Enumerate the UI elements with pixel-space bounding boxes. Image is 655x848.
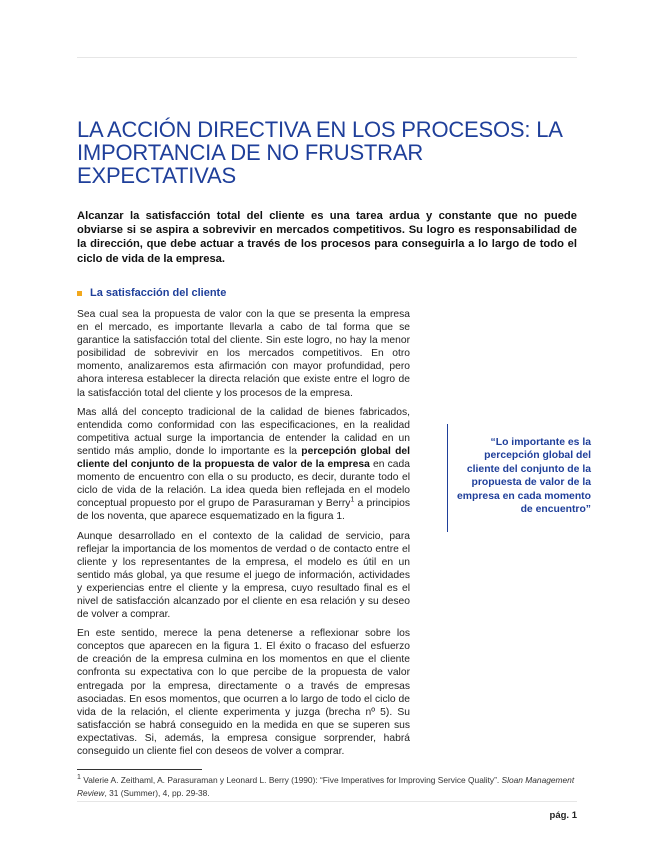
section-heading-label: La satisfacción del cliente [90,287,227,299]
paragraph-2-part-c: a principios de los noventa, que aparece esquematizado en la figura 1. [77,498,410,523]
page-number: pág. 1 [549,810,577,821]
top-rule [77,57,577,58]
body-text [77,308,410,764]
paragraph-2-part-b: en cada momento de encuentro con ella o su producto, es decir, durante todo el ciclo de vida de la relación. La idea queda bien reflejada en el modelo conceptual propuesto por el grupo de Parasuraman y Berry [77,459,410,510]
paragraph-4: En este sentido, merece la pena detenerse a reflexionar sobre los conceptos que aparecen en la figura 1. El éxito o fracaso del esfuerzo de creación de la empresa culmina en los momentos en que el cliente confronta su expectativa con lo que percibe de la propuesta de valor entregada por la empresa, directamente o a través de empresas asociadas. En esos momentos, que ocurren a lo largo de todo el ciclo de vida de la relación, el cliente experimenta y juzga (brecha nº 5). Su satisfacción se habrá conseguido en la medida en que se superen sus expectativas. Si, además, la empresa consigue sorprender, habrá conseguido un cliente fiel con deseos de volver a comprar. [77,628,410,757]
pull-quote: “Lo importante es la percepción global del cliente del conjunto de la propuesta de valor de la empresa en cada momento de encuentro” [457,437,591,516]
bottom-rule [77,801,577,802]
section-heading [77,287,226,299]
page-title: LA ACCIÓN DIRECTIVA EN LOS PROCESOS: LA IMPORTANCIA DE NO FRUSTRAR EXPECTATIVAS [77,117,562,188]
paragraph-2-emphasis: percepción global del cliente del conjunto de la propuesta de valor de la empresa [77,445,410,471]
footnote-reference[interactable]: 1 [350,496,355,504]
paragraph-2 [77,406,410,524]
pull-quote-bar [447,424,448,532]
footnote-marker: 1 [77,774,81,782]
paragraph-3: Aunque desarrollado en el contexto de la calidad de servicio, para reflejar la importancia de los momentos de verdad o de contacto entre el cliente y los representantes de la empresa, el modelo es útil en un sentido más global, ya que resume el juego de información, actividades y experiencias entre el cliente y la empresa, cuyo resultado final es el nivel de satisfacción alcanzado por el cliente en esa relación y su deseo de volver a comprar. [77,530,410,621]
footnote-separator [77,769,202,770]
bullet-square-icon [77,291,82,296]
footnote-text-a: Valerie A. Zeithaml, A. Parasuraman y Leonard L. Berry (1990): “Five Imperatives for Improving Service Quality”. [80,775,502,785]
footnote-journal: Sloan Management Review [77,775,575,798]
footnote-text-b: , 31 (Summer), 4, pp. 29-38. [104,787,210,798]
lead-paragraph: Alcanzar la satisfacción total del cliente es una tarea ardua y constante que no puede obviarse si se aspira a sobrevivir en mercados competitivos. Su logro es responsabilidad de la dirección, que debe actuar a través de los procesos para conseguirla a lo largo de todo el ciclo de vida de la empresa. [77,210,577,265]
paragraph-2-part-a: Mas allá del concepto tradicional de la calidad de bienes fabricados, entendida como conformidad con las especificaciones, en la realidad competitiva actual surge la importancia de entender la calidad en un sentido más amplio, donde lo importante es la [77,406,410,457]
footnote [77,774,577,799]
paragraph-1: Sea cual sea la propuesta de valor con la que se presenta la empresa en el mercado, es importante llevarla a cabo de tal forma que se garantice la satisfacción total del cliente. Sin este logro, no hay la menor posibilidad de sobrevivir en los mercados competitivos. En otro momento, analizaremos esta afirmación con mayor profundidad, pero ahora interesa establecer la directa relación que existe entre el logro de la satisfacción total del cliente y los procesos de la empresa. [77,309,410,399]
